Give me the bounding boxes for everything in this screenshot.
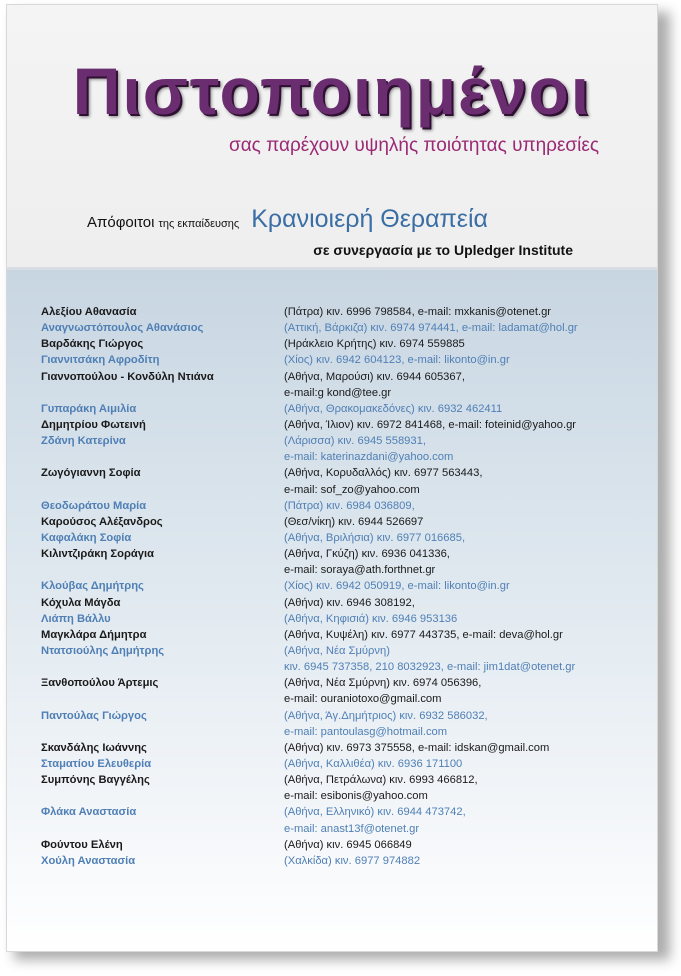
- list-item: [0, 401, 650, 417]
- list-item: [0, 530, 650, 546]
- list-item: [0, 804, 650, 820]
- practitioner-contact: e-mail: katerinazdani@yahoo.com: [284, 451, 454, 464]
- practitioner-list: [0, 304, 650, 869]
- practitioner-contact: (Αθήνα, Καλλιθέα) κιν. 6936 171100: [284, 757, 463, 770]
- list-item: [0, 320, 650, 336]
- list-item: [0, 611, 650, 627]
- practitioner-contact: (Αθήνα, Μαρούσι) κιν. 6944 605367,: [284, 370, 465, 383]
- list-item: [0, 837, 650, 853]
- practitioner-contact: (Πάτρα) κιν. 6996 798584, e-mail: mxkanis@otenet.gr: [284, 306, 552, 318]
- practitioner-contact: (Αθήνα, Νέα Σμύρνη) κιν. 6974 056396,: [284, 677, 482, 690]
- list-item: [0, 369, 650, 385]
- list-item: [0, 465, 650, 481]
- list-item: [0, 352, 650, 368]
- practitioner-name: Σταματίου Ελευθερία: [41, 757, 152, 770]
- practitioner-contact: κιν. 6945 737358, 210 8032923, e-mail: jim1dat@otenet.gr: [284, 661, 576, 674]
- practitioner-contact: (Ηράκλειο Κρήτης) κιν. 6974 559885: [284, 338, 465, 351]
- practitioner-contact: (Αθήνα, Κυψέλη) κιν. 6977 443735, e-mail: deva@hol.gr: [284, 628, 563, 641]
- practitioner-name: Αναγνωστόπουλος Αθανάσιος: [41, 322, 204, 335]
- list-item: [0, 659, 650, 675]
- list-item: [0, 627, 650, 643]
- practitioner-name: Ντατσιούλης Δημήτρης: [41, 644, 165, 657]
- graduates-lead: Απόφοιτοι: [87, 214, 155, 231]
- list-item: [0, 821, 650, 837]
- practitioner-contact: (Αθήνα, Ίλιον) κιν. 6972 841468, e-mail: foteinid@yahoo.gr: [284, 418, 577, 431]
- list-item: [0, 740, 650, 756]
- list-item: [0, 708, 650, 724]
- practitioner-contact: e-mail: ouraniotoxo@gmail.com: [284, 693, 442, 706]
- practitioner-name: Ζδάνη Κατερίνα: [41, 435, 126, 448]
- page-subtitle: σας παρέχουν υψηλής ποιότητας υπηρεσίες: [228, 135, 599, 156]
- practitioner-contact: (Χαλκίδα) κιν. 6977 974882: [284, 854, 421, 867]
- practitioner-name: Γυπαράκη Αιμιλία: [41, 402, 137, 415]
- list-item: [0, 449, 650, 465]
- list-item: [0, 788, 650, 804]
- header-panel: [7, 5, 657, 269]
- list-item: [0, 336, 650, 352]
- practitioner-name: Θεοδωράτου Μαρία: [41, 499, 147, 512]
- practitioner-contact: (Αθήνα) κιν. 6973 375558, e-mail: idskan@gmail.com: [284, 741, 550, 754]
- list-item: [0, 417, 650, 433]
- list-item: [0, 675, 650, 691]
- list-item: [0, 578, 650, 594]
- practitioner-name: Συμπόνης Βαγγέλης: [41, 774, 150, 787]
- list-item: [0, 691, 650, 707]
- practitioner-contact: (Αθήνα, Πετράλωνα) κιν. 6993 466812,: [284, 774, 478, 787]
- graduates-small: της εκπαίδευσης: [158, 218, 240, 230]
- practitioner-name: Ζωγόγιαννη Σοφία: [41, 467, 141, 480]
- practitioner-contact: (Αττική, Βάρκιζα) κιν. 6974 974441, e-mail: ladamat@hol.gr: [284, 322, 578, 335]
- practitioner-name: Κλούβας Δημήτρης: [41, 580, 144, 593]
- page-title: Πιστοποιημένοι: [72, 54, 592, 128]
- practitioner-contact: e-mail: sof_zo@yahoo.com: [284, 483, 420, 496]
- practitioner-contact: (Χίος) κιν. 6942 604123, e-mail: likonto@in.gr: [284, 354, 510, 367]
- practitioner-contact: (Αθήνα, Κορυδαλλός) κιν. 6977 563443,: [284, 467, 483, 480]
- practitioner-name: Αλεξίου Αθανασία: [41, 306, 137, 318]
- list-item: [0, 756, 650, 772]
- list-item: [0, 482, 650, 498]
- practitioner-name: Κόχυλα Μάγδα: [41, 596, 121, 609]
- practitioner-contact: e-mail:g kond@tee.gr: [284, 386, 392, 399]
- graduates-line: [87, 205, 647, 239]
- list-item: [0, 304, 650, 320]
- practitioner-contact: (Αθήνα, Άγ.Δημήτριος) κιν. 6932 586032,: [284, 709, 488, 722]
- practitioner-name: Φλάκα Αναστασία: [41, 806, 137, 819]
- practitioner-contact: (Αθήνα, Νέα Σμύρνη): [284, 644, 390, 657]
- practitioner-contact: (Αθήνα, Γκύζη) κιν. 6936 041336,: [284, 548, 450, 561]
- list-item: [0, 433, 650, 449]
- practitioner-name: Χούλη Αναστασία: [41, 854, 136, 867]
- list-item: [0, 643, 650, 659]
- list-item: [0, 498, 650, 514]
- practitioner-name: Βαρδάκης Γιώργος: [41, 338, 144, 351]
- collaboration-line: σε συνεργασία με το Upledger Institute: [313, 242, 573, 258]
- practitioner-name: Καρούσος Αλέξανδρος: [41, 515, 163, 528]
- list-item: [0, 385, 650, 401]
- list-item: [0, 514, 650, 530]
- practitioner-name: Δημητρίου Φωτεινή: [41, 418, 146, 431]
- list-item: [0, 546, 650, 562]
- practitioner-contact: e-mail: esibonis@yahoo.com: [284, 790, 428, 803]
- practitioner-contact: (Αθήνα, Κηφισιά) κιν. 6946 953136: [284, 612, 458, 625]
- practitioner-name: Μαγκλάρα Δήμητρα: [41, 628, 147, 641]
- practitioner-contact: (Θεσ/νίκη) κιν. 6944 526697: [284, 515, 424, 528]
- practitioner-name: Καφαλάκη Σοφία: [41, 531, 132, 544]
- practitioner-name: Γιαννιτσάκη Αφροδίτη: [41, 354, 160, 367]
- list-item: [0, 724, 650, 740]
- practitioner-contact: (Αθήνα) κιν. 6945 066849: [284, 838, 412, 851]
- practitioner-contact: (Αθήνα, Ελληνικό) κιν. 6944 473742,: [284, 806, 466, 819]
- practitioner-name: Κιλιντζιράκη Σοράγια: [41, 548, 154, 561]
- therapy-name: Κρανιοιερή Θεραπεία: [251, 205, 488, 233]
- practitioner-name: Λιάπη Βάλλυ: [41, 612, 111, 625]
- practitioner-contact: (Αθήνα, Θρακομακεδόνες) κιν. 6932 462411: [284, 402, 503, 415]
- practitioner-contact: e-mail: soraya@ath.forthnet.gr: [284, 564, 436, 577]
- practitioner-contact: e-mail: anast13f@otenet.gr: [284, 822, 420, 835]
- list-item: [0, 562, 650, 578]
- practitioner-name: Σκανδάλης Ιωάννης: [41, 741, 147, 754]
- list-item: [0, 595, 650, 611]
- practitioner-name: Γιαννοπούλου - Κονδύλη Ντιάνα: [41, 370, 214, 383]
- list-item: [0, 853, 650, 869]
- practitioner-contact: (Λάρισσα) κιν. 6945 558931,: [284, 435, 426, 448]
- practitioner-contact: (Αθήνα) κιν. 6946 308192,: [284, 596, 415, 609]
- practitioner-name: Φούντου Ελένη: [41, 838, 123, 851]
- practitioner-contact: (Πάτρα) κιν. 6984 036809,: [284, 499, 415, 512]
- practitioner-name: Παντούλας Γιώργος: [41, 709, 147, 722]
- practitioner-contact: (Αθήνα, Βριλήσια) κιν. 6977 016685,: [284, 531, 466, 544]
- practitioner-contact: e-mail: pantoulasg@hotmail.com: [284, 725, 448, 738]
- practitioner-name: Ξανθοπούλου Άρτεμις: [41, 677, 159, 690]
- list-item: [0, 772, 650, 788]
- practitioner-contact: (Χίος) κιν. 6942 050919, e-mail: likonto@in.gr: [284, 580, 510, 593]
